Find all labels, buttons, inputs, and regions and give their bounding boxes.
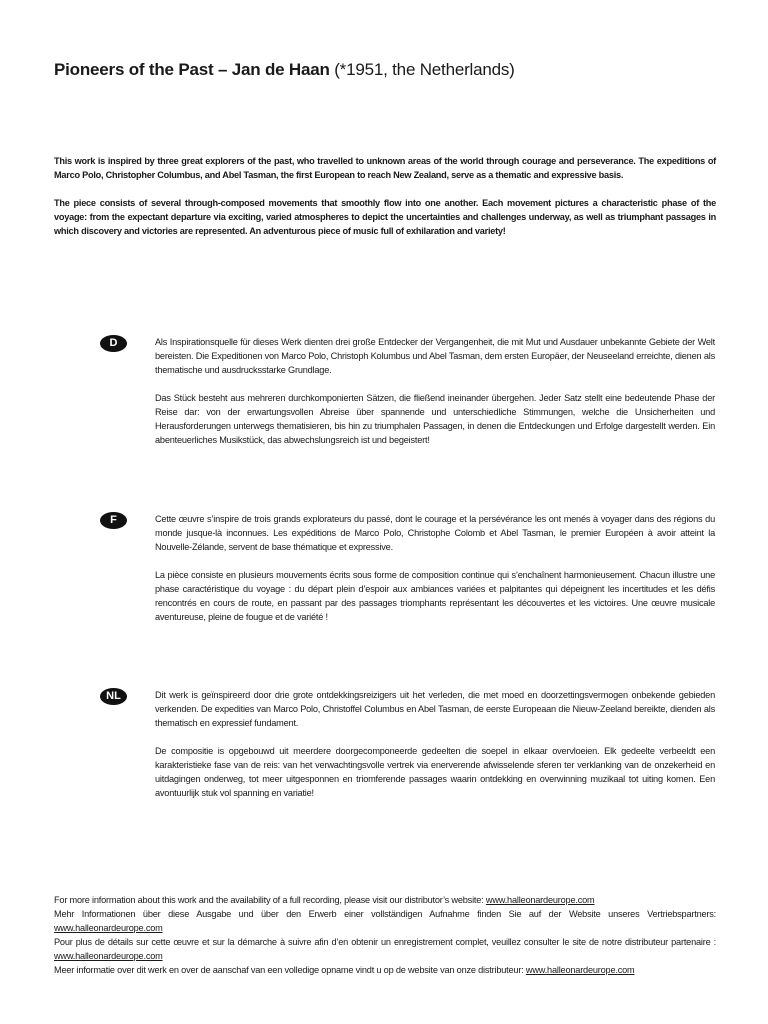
title-main: Pioneers of the Past – Jan de Haan [54, 60, 330, 79]
english-intro [54, 154, 716, 252]
title-sub: (*1951, the Netherlands) [334, 60, 515, 79]
german-section [155, 335, 715, 461]
footer-text: Mehr Informationen über diese Ausgabe und über den Erwerb einer vollständigen Aufnahme finden Sie auf der Website unseres Vertriebspartners: [54, 909, 716, 919]
distributor-link[interactable]: www.halleonardeurope.com [525, 965, 635, 975]
page-title [54, 60, 515, 80]
language-badge-de: D [100, 335, 127, 352]
footer-info [54, 893, 716, 977]
distributor-link[interactable]: www.halleonardeurope.com [485, 895, 595, 905]
language-badge-nl: NL [100, 688, 127, 705]
dutch-section [155, 688, 715, 814]
intro-paragraph: The piece consists of several through-composed movements that smoothly flow into one another. Each movement pictures a characteristic phase of the voyage: from the expectant departure via exciting, varied atmospheres to depict the uncertainties and challenges underway, as well as triumphant passages in which discovery and victories are represented. An adventurous piece of music full of exhilaration and variety! [54, 198, 716, 236]
nl-paragraph: Dit werk is geïnspireerd door drie grote ontdekkingsreizigers uit het verleden, die met moed en doorzettingsvermogen onbekende gebieden verkenden. De expedities van Marco Polo, Christoffel Columbus en Abel Tasman, de eerste Europeaan die Nieuw-Zeeland bereikte, dienden als thematisch en expressief fundament. [155, 690, 715, 728]
fr-paragraph: La pièce consiste en plusieurs mouvements écrits sous forme de composition continue qui s’enchaînent harmonieusement. Chacun illustre une phase caractéristique du voyage : du départ plein d’espoir aux ambiances variées et palpitantes qui dépeignent les incertitudes et les défis rencontrés en cours de route, en passant par des passages triomphants représentant les découvertes et les victoires. Une œuvre musicale aventureuse, pleine de fougue et de variété ! [155, 570, 715, 622]
de-paragraph: Das Stück besteht aus mehreren durchkomponierten Sätzen, die fließend ineinander übergehen. Jeder Satz stellt eine bedeutende Phase der Reise dar: von der erwartungsvollen Abreise über spannende und unterschiedliche Stimmungen, welche die Unsicherheiten und Herausforderungen unterwegs thematisieren, bis hin zu triumphalen Passagen, in denen die Entdeckungen und Erfolge dargestellt werden. Ein abenteuerliches Musikstück, das abwechslungsreich ist und begeistert! [155, 393, 715, 445]
footer-text: For more information about this work and the availability of a full recording, please visit our distributor’s website: [54, 895, 486, 905]
intro-paragraph: This work is inspired by three great explorers of the past, who travelled to unknown areas of the world through courage and perseverance. The expeditions of Marco Polo, Christopher Columbus, and Abel Tasman, the first European to reach New Zealand, serve as a thematic and expressive basis. [54, 156, 716, 180]
footer-line-fr [54, 935, 716, 963]
footer-line-en [54, 893, 716, 907]
language-badge-fr: F [100, 512, 127, 529]
footer-line-de [54, 907, 716, 935]
de-paragraph: Als Inspirationsquelle für dieses Werk dienten drei große Entdecker der Vergangenheit, die mit Mut und Ausdauer unbekannte Gebiete der Welt bereisten. Die Expeditionen von Marco Polo, Christoph Kolumbus und Abel Tasman, dem ersten Europäer, der Neuseeland erreichte, dienen als thematische und ausdrucksstarke Grundlage. [155, 337, 715, 375]
nl-paragraph: De compositie is opgebouwd uit meerdere doorgecomponeerde gedeelten die soepel in elkaar overvloeien. Elk gedeelte verbeeldt een karakteristieke fase van de reis: van het verwachtingsvolle vertrek via enerverende afwisselende sferen ter verklanking van de onzekerheid en uitdagingen onderweg, tot meer uitgesponnen en triomferende passages waarin ontdekking en overwinning muzikaal tot uiting komen. Een avontuurlijk stuk vol spanning en variatie! [155, 746, 715, 798]
french-section [155, 512, 715, 638]
footer-text: Meer informatie over dit werk en over de aanschaf van een volledige opname vindt u op de website van onze distributeur: [54, 965, 526, 975]
fr-paragraph: Cette œuvre s’inspire de trois grands explorateurs du passé, dont le courage et la persévérance les ont menés à voyager dans des régions du monde jusque-là inconnues. Les expéditions de Marco Polo, Christophe Colomb et Abel Tasman, le premier Européen à avoir atteint la Nouvelle-Zélande, servent de base thématique et expressive. [155, 514, 715, 552]
footer-text: Pour plus de détails sur cette œuvre et sur la démarche à suivre afin d’en obtenir un enregistrement complet, veuillez consulter le site de notre distributeur partenaire : [54, 937, 716, 947]
distributor-link[interactable]: www.halleonardeurope.com [54, 923, 163, 933]
distributor-link[interactable]: www.halleonardeurope.com [54, 951, 163, 961]
footer-line-nl [54, 963, 716, 977]
